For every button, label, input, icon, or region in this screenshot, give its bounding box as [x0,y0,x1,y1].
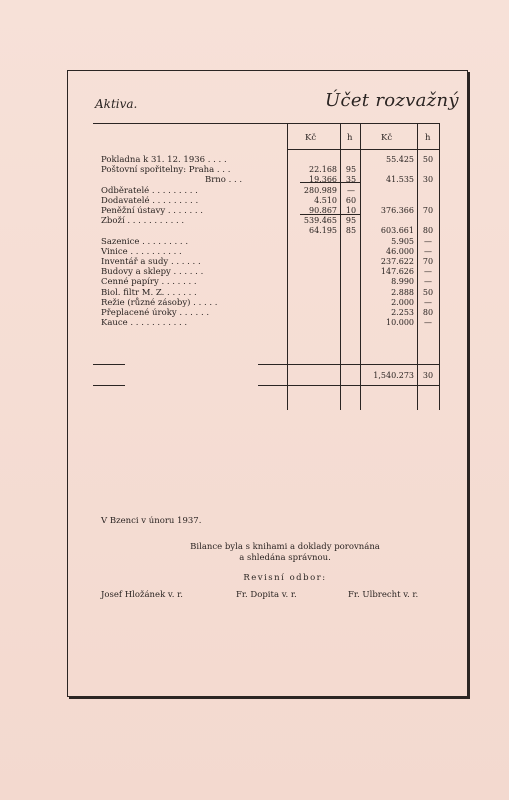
amount-h2: — [424,236,432,246]
row-label: Vinice . . . . . . . . . . [101,246,182,257]
col-sep-5 [439,123,440,410]
audit-note-2: a shledána správnou. [239,553,331,563]
amount-h2: 50 [422,155,434,164]
signature-2: Fr. Dopita v. r. [236,590,297,600]
amount-h2: — [424,246,432,256]
amount-h2: 70 [422,206,434,215]
row-label: Brno . . . [205,175,243,186]
row-label: Poštovní spořitelny: Praha . . . [101,165,231,176]
amount-kc1: 4.510 [314,195,337,205]
amount-kc1: 539.465 [303,216,337,226]
total-amount: 1,540.273 [373,371,414,380]
revision-department: Revisní odbor: [243,573,327,583]
col-head-h1: h [347,133,353,143]
amount-kc1: 22.168 [309,165,337,175]
row-label: Přeplacené úroky . . . . . . [101,308,210,318]
left-rule-bottom [93,385,125,386]
amount-kc2: 5.905 [391,236,414,246]
col-head-h2: h [425,133,431,143]
amount-h2: 80 [422,308,434,317]
amount-kc2: 2.000 [391,297,414,307]
amount-h1: 35 [345,175,357,185]
signature-3: Fr. Ulbrecht v. r. [348,590,419,600]
row-label: Biol. filtr M. Z. . . . . . . [101,287,197,298]
amount-h2: — [424,318,432,328]
place-date: V Bzenci v únoru 1937. [101,516,202,526]
total-rule-top [258,364,439,365]
amount-kc2: 376.366 [380,206,414,215]
amount-h2: — [424,297,432,307]
amount-h2: — [424,277,432,287]
row-label: Peněžní ústavy . . . . . . . [101,206,203,216]
document-title: Účet rozvažný [325,90,459,111]
amount-h1: 10 [345,206,357,215]
row-label: Odběratelé . . . . . . . . . [101,185,198,196]
amount-kc2: 237.622 [380,257,414,266]
amount-kc2: 10.000 [386,318,414,328]
amount-h2: 80 [422,226,434,236]
left-rule-top [93,364,125,365]
signature-1: Josef Hložánek v. r. [101,590,183,600]
amount-h1: — [347,185,355,195]
amount-kc2: 46.000 [386,246,414,256]
row-label: Pokladna k 31. 12. 1936 . . . . [101,155,227,165]
amount-kc2: 2.888 [391,287,414,297]
row-label: Cenné papíry . . . . . . . [101,277,197,288]
row-label: Režie (různé zásoby) . . . . . [101,297,218,308]
row-label: Budovy a sklepy . . . . . . [101,267,204,278]
row-label: Zboží . . . . . . . . . . . [101,216,185,227]
amount-h1: 85 [345,226,357,236]
aktiva-heading: Aktiva. [95,97,138,111]
col-head-kc1: Kč [305,133,317,143]
amount-kc1: 19.366 [309,175,337,185]
amount-kc2: 41.535 [386,175,414,185]
total-rule-bottom [258,385,439,386]
amount-h2: 70 [422,257,434,266]
col-head-kc2: Kč [381,133,393,143]
amount-kc2: 55.425 [386,155,414,164]
amount-h2: — [424,267,432,277]
amount-h1: 95 [345,165,357,175]
amount-kc2: 2.253 [391,308,414,317]
amount-kc1: 64.195 [309,226,337,236]
amount-kc2: 8.990 [391,277,414,287]
col-sep-1 [287,123,288,410]
amount-h2: 30 [422,175,434,185]
amount-kc1: 280.989 [303,185,337,195]
amount-kc2: 147.626 [380,267,414,277]
amount-h1: 60 [345,195,357,205]
row-label: Kauce . . . . . . . . . . . [101,318,188,329]
amount-h2: 50 [422,287,434,297]
amount-kc1: 90.867 [309,206,337,215]
row-label: Dodavatelé . . . . . . . . . [101,195,199,206]
row-label: Sazenice . . . . . . . . . [101,236,189,247]
total-hal: 30 [422,371,434,380]
amount-h1: 95 [345,216,357,226]
audit-note-1: Bilance byla s knihami a doklady porovnána [190,542,380,552]
row-label: Inventář a sudy . . . . . . [101,257,201,267]
table-top-rule [93,123,440,124]
amount-kc2: 603.661 [380,226,414,236]
